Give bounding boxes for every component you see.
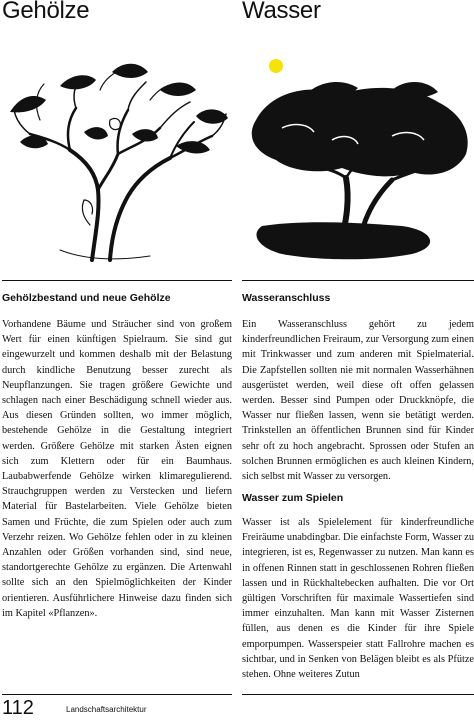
subheading-wasser-zum-spielen: Wasser zum Spielen	[242, 492, 344, 504]
tree-sketch-icon	[0, 50, 232, 272]
heading-gehoelze: Gehölze	[2, 0, 90, 24]
footer-divider-right	[242, 694, 474, 695]
subheading-wasseranschluss: Wasseranschluss	[242, 292, 331, 304]
paragraph-wasseranschluss: Ein Wasseranschluss gehört zu jedem kinderfreundlichen Freiraum, zur Versorgung zum einen mit Trinkwasser und zum anderen mit Spielmaterial. Die Zapfstellen sollten nie mit normalen Wasserhähnen ausgerüstet werden, weil diese oft offen gelassen werden. Besser sind Pumpen oder Druckknöpfe, die Wasser nur fließen lassen, wenn sie betätigt werden. Trinkstellen an öffentlichen Brunnen sind für Kinder sehr oft zu hoch angebracht. Sprossen oder Stufen an solchen Brunnen ermöglichen es auch kleinen Kindern, sich selbst mit Wasser zu versorgen.	[242, 319, 474, 483]
sun-icon	[269, 59, 283, 73]
paragraph-wasser-zum-spielen: Wasser ist als Spielelement für kinderfreundliche Freiräume unabdingbar. Die einfachste Form, Wasser zu integrieren, ist es, Regenwasser zu nutzen. Man kann es in offenen Rinnen statt in geschlossenen Rohren fließen lassen und in Rückhaltebecken aufhalten. Die vor Ort gültigen Vorschriften für maximale Wassertiefen sind immer einzuhalten. Man kann mit Wasser Zisternen füllen, aus denen es die Kinder für ihre Spiele emporpumpen. Wasserspeier statt Fallrohre machen es sichtbar, und in Senken von Belägen bleibt es als Pfütze stehen. Ohne weiteres Zutun	[242, 517, 474, 681]
page-number: 112	[2, 697, 34, 719]
right-divider	[242, 280, 474, 281]
left-divider	[2, 280, 232, 281]
subheading-gehoelzbestand: Gehölzbestand und neue Gehölze	[2, 292, 171, 304]
footer-divider-left	[2, 694, 232, 695]
paragraph-gehoelze: Vorhandene Bäume und Sträucher sind von großem Wert für einen künftigen Spielraum. Sie sind gut eingewurzelt und kommen deshalb mit der Belastung durch kindliche Benutzung besser zurecht als Neupflanzungen. Sie tragen größere Gewichte und schlagen nach einer Beschädigung schnell wieder aus. Aus diesen Gründen sollten, wo immer möglich, bestehende Gehölze in die Gestaltung integriert werden. Größere Gehölze mit starken Ästen eignen sich zum Klettern oder für ein Baumhaus. Laubabwerfende Gehölze wirken klimaregulierend. Strauchgruppen werden zu Verstecken und liefern Material für Bastelarbeiten. Viele Gehölze bieten Samen und Früchte, die zum Spielen oder auch zum Verzehr reizen. Wo Gehölze fehlen oder in zu kleinen Anzahlen oder Größen vorhanden sind, sind neue, standortgerechte Gehölze zu ergänzen. Die Artenwahl sollte sich an den Spielmöglichkeiten der Kinder orientieren. Ausführlichere Hinweise dazu finden sich im Kapitel «Pflanzen».	[2, 319, 232, 619]
heading-wasser: Wasser	[242, 0, 321, 24]
running-title: Landschaftsarchitektur	[66, 705, 147, 714]
tree-water-sketch-icon	[242, 50, 474, 272]
